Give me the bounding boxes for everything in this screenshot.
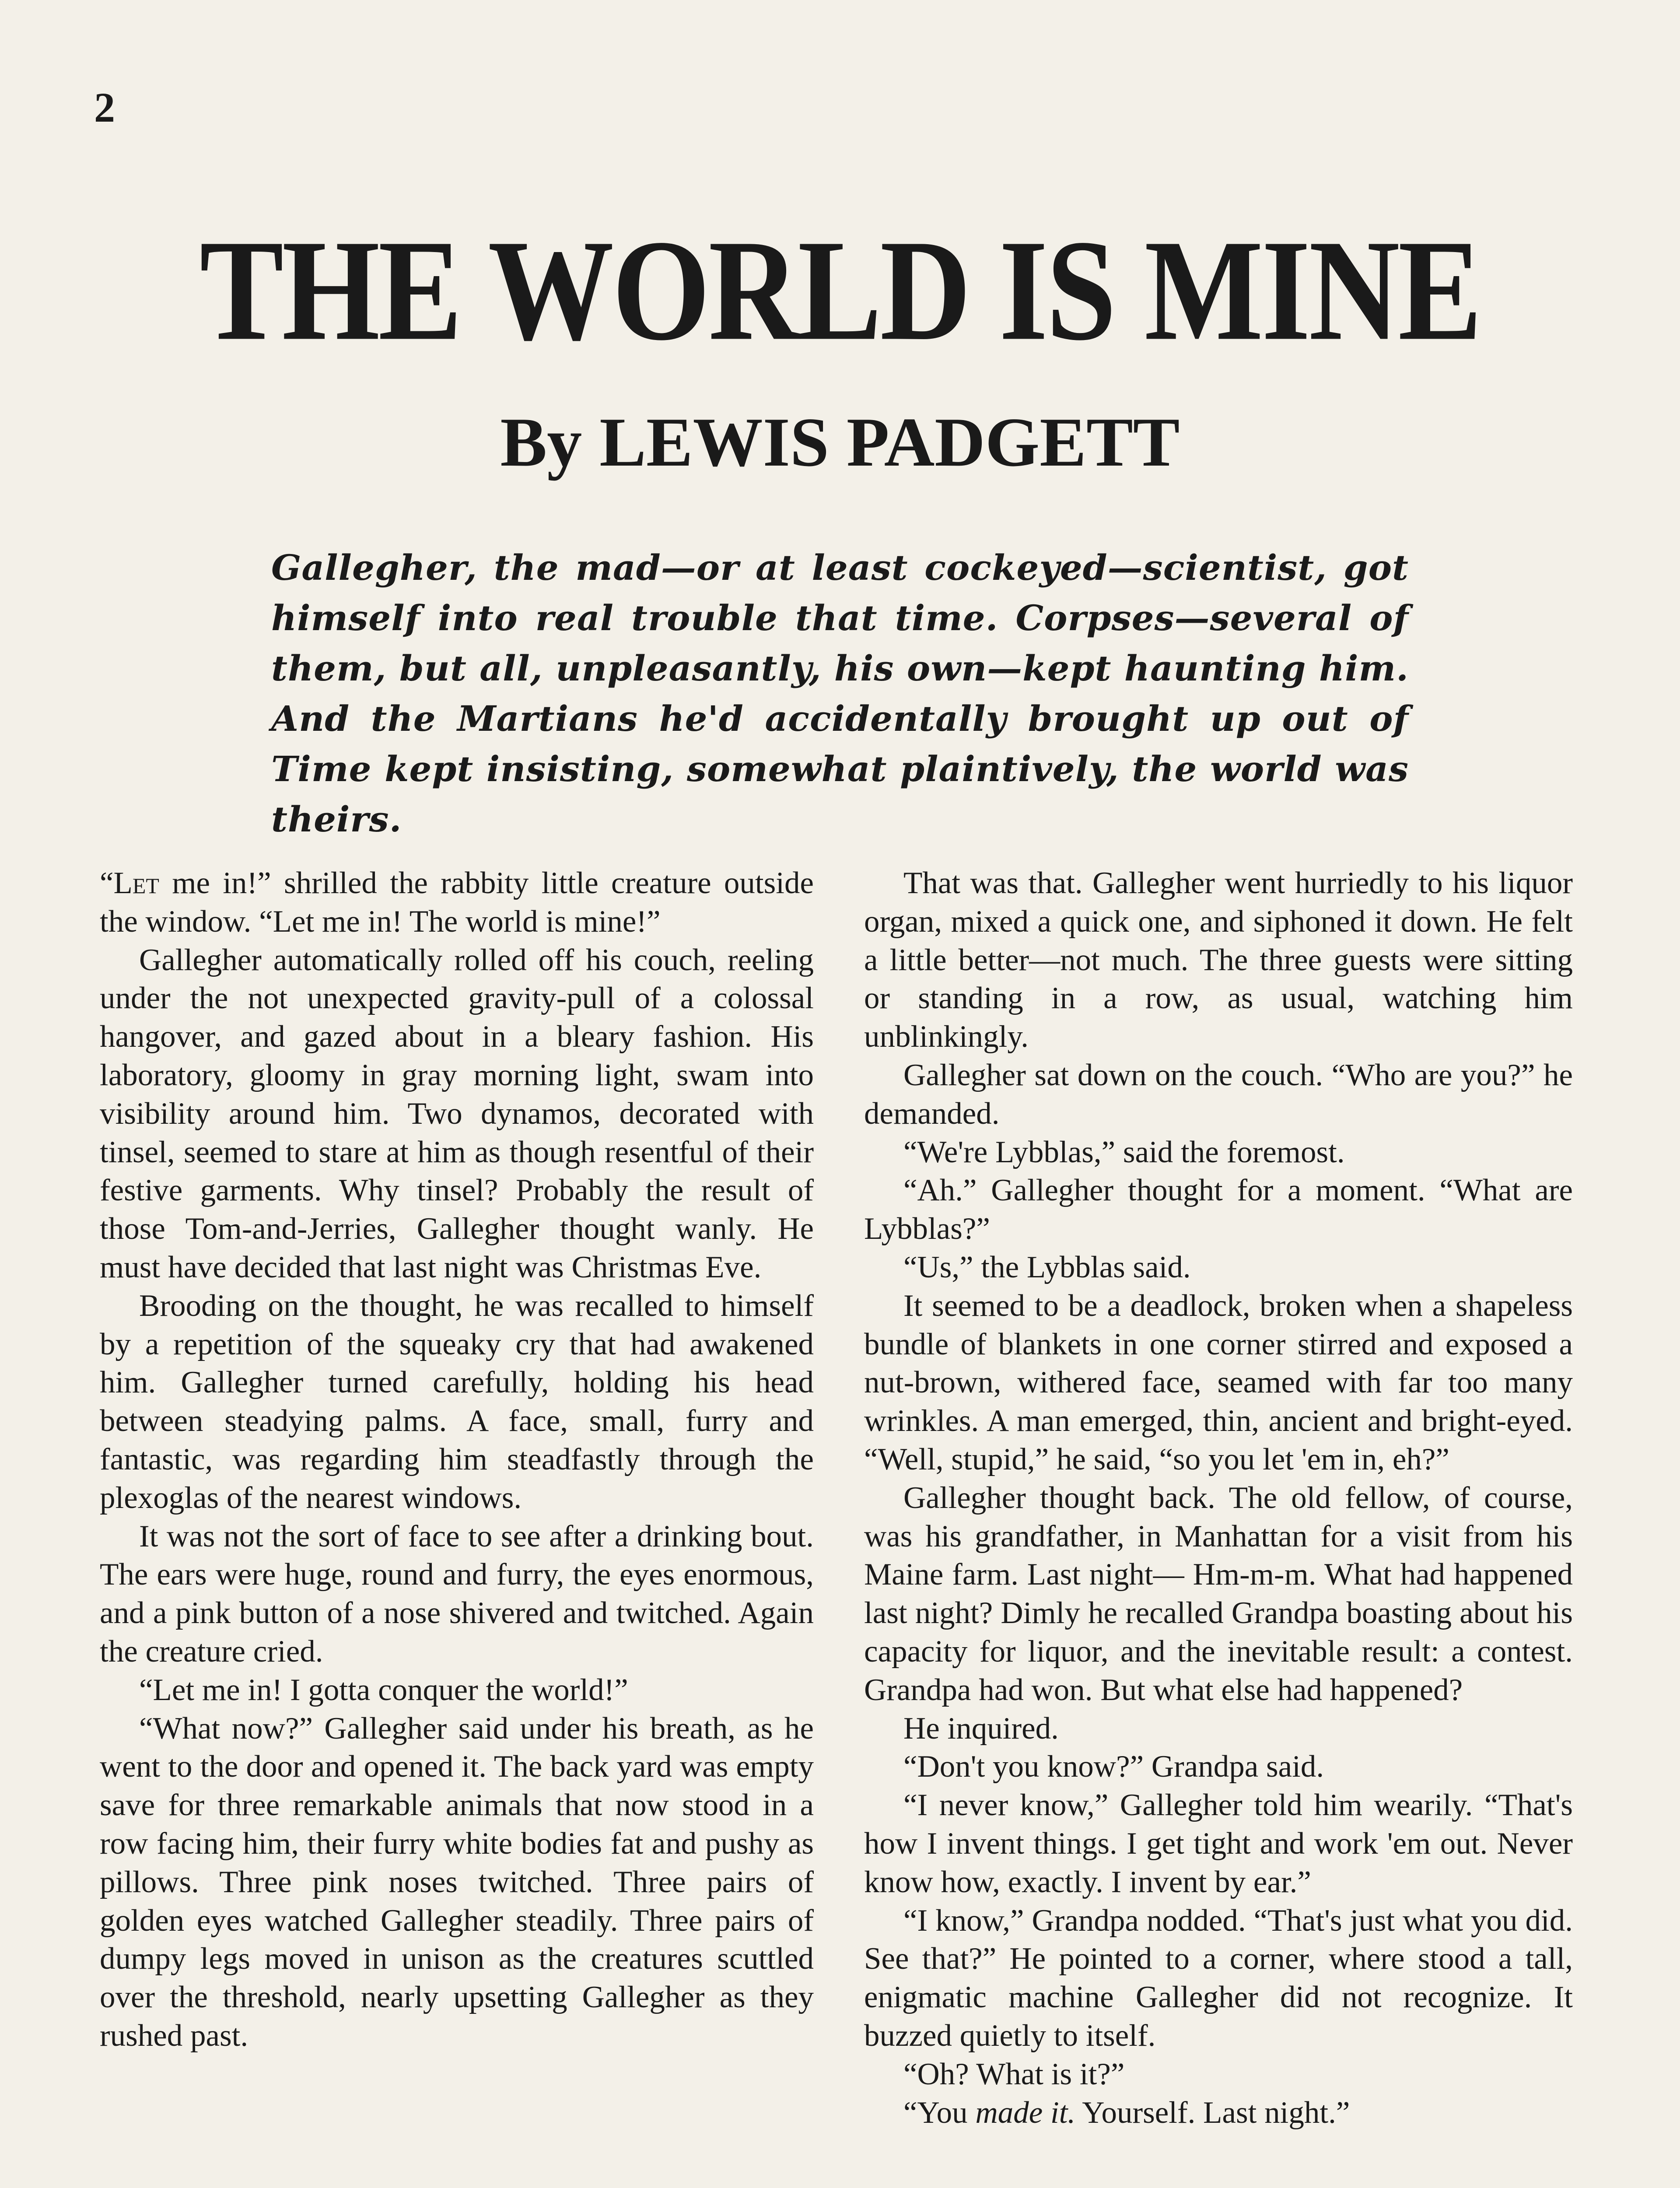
body-paragraph: “We're Lybblas,” said the foremost. [903,1135,1345,1169]
story-title: THE WORLD IS MINE [200,210,1480,371]
body-paragraph: “What now?” Gallegher said under his breath, as he went to the door and opened it. The back yard was empty save for three remarkable animals that now stood in a row facing him, their furry white bodies fat and pushy as pillows. Three pink noses twitched. Three pairs of golden eyes watched Gallegher steadily. Three pairs of dumpy legs moved in unison as the creatures scuttled over the threshold, nearly upsetting Gallegher as they rushed past. [100,1711,814,2053]
body-paragraph: Gallegher automatically rolled off his couch, reeling under the not unexpected gravity-pull of a colossal hangover, and gazed about in a bleary fashion. His laboratory, gloomy in gray morning light, swam into visibility around him. Two dynamos, decorated with tinsel, seemed to stare at him as though resentful of their festive garments. Why tinsel? Probably the result of those Tom-and-Jerries, Gallegher thought wanly. He must have decided that last night was Christmas Eve. [100,943,814,1284]
final-text-after: Yourself. Last night.” [1075,2095,1350,2130]
story-blurb: Gallegher, the mad—or at least cockeyed—scientist, got himself into real trouble that time. Corpses—several of them, but all, unpleasantly, his own—kept haunting him. And the Martians he'd accidentally brought up out of Time kept insisting, somewhat plaintively, the world was theirs. [271,547,1409,840]
right-column [864,864,1573,2132]
page-number: 2 [94,84,115,131]
body-paragraph: Brooding on the thought, he was recalled to himself by a repetition of the squeaky cry that had awakened him. Gallegher turned carefully, holding his head between steadying palms. A face, small, furry and fantastic, was regarding him steadfastly through the plexoglas of the nearest windows. [100,1288,814,1515]
opening-paragraph [100,864,814,941]
body-paragraph: It was not the sort of face to see after a drinking bout. The ears were huge, round and furry, the eyes enormous, and a pink button of a nose shivered and twitched. Again the creature cried. [100,1519,814,1669]
body-paragraph: “Ah.” Gallegher thought for a moment. “What are Lybblas?” [864,1173,1573,1246]
final-text-before: “You [903,2095,976,2130]
left-column [100,864,814,2055]
body-paragraph: Gallegher sat down on the couch. “Who are you?” he demanded. [864,1058,1573,1131]
body-paragraph: “I know,” Grandpa nodded. “That's just what you did. See that?” He pointed to a corner, where stood a tall, enigmatic machine Gallegher did not recognize. It buzzed quietly to itself. [864,1903,1573,2053]
body-paragraph: “Oh? What is it?” [903,2057,1125,2091]
author-byline: By LEWIS PADGETT [500,403,1180,481]
body-paragraph: “I never know,” Gallegher told him wearily. “That's how I invent things. I get tight and work 'em out. Never know how, exactly. I invent by ear.” [864,1788,1573,1899]
body-paragraph: That was that. Gallegher went hurriedly to his liquor organ, mixed a quick one, and siphoned it down. He felt a little better—not much. The three guests were sitting or standing in a row, as usual, watching him unblinkingly. [864,866,1573,1054]
body-paragraph: “Us,” the Lybblas said. [903,1250,1191,1284]
final-emphasis: made it. [975,2095,1076,2130]
final-paragraph [864,2094,1573,2132]
body-paragraph: Gallegher thought back. The old fellow, of course, was his grandfather, in Manhattan for a visit from his Maine farm. Last night— Hm-m-m. What had happened last night? Dimly he recalled Grandpa boasting about his capacity for liquor, and the inevitable result: a contest. Grandpa had won. But what else had happened? [864,1480,1573,1707]
opening-text: me in!” shrilled the rabbity little creature outside the window. “Let me in! The world is mine!” [100,866,814,939]
body-paragraph: He inquired. [903,1711,1059,1746]
body-paragraph: “Let me in! I gotta conquer the world!” [139,1673,628,1707]
body-paragraph: “Don't you know?” Grandpa said. [903,1750,1324,1784]
opening-lead-words: “Let [100,866,159,900]
body-paragraph: It seemed to be a deadlock, broken when a shapeless bundle of blankets in one corner stirred and exposed a nut-brown, withered face, seamed with far too many wrinkles. A man emerged, thin, ancient and bright-eyed. “Well, stupid,” he said, “so you let 'em in, eh?” [864,1288,1573,1476]
